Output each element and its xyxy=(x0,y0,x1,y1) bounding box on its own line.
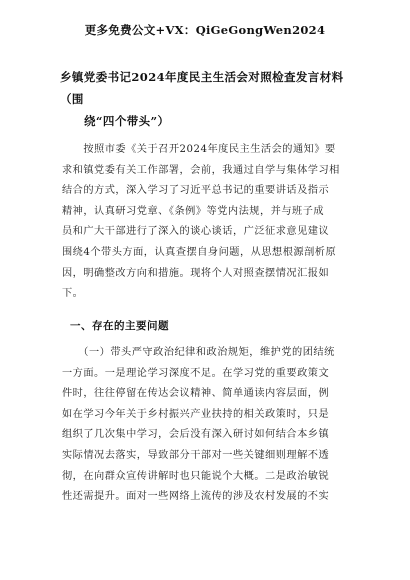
paragraph-line: 按照市委《关于召开2024年度民主生活会的通知》要 xyxy=(62,144,336,155)
paragraph-line: 下。 xyxy=(62,288,84,300)
section-heading: 一、存在的主要问题 xyxy=(70,320,169,332)
paragraph-line: 结合的方式，深入学习了习近平总书记的重要讲话及指示 xyxy=(62,185,330,197)
paragraph-line: 精神，认真研习党章、《条例》等党内法规，并与班子成 xyxy=(62,205,325,217)
document-title-line-1: 乡镇党委书记2024年度民主生活会对照检查发言材料（围 xyxy=(60,70,344,106)
paragraph-line: 件时，往往停留在传达会议精神、简单通读内容层面，例 xyxy=(62,388,330,400)
paragraph-line: 一方面。一是理论学习深度不足。在学习党的重要政策文 xyxy=(62,367,330,379)
document-title xyxy=(60,66,360,132)
paragraph-line: 围绕4个带头方面，认真查摆自身问题，从思想根源剖析原 xyxy=(62,246,337,258)
promo-header: 更多免费公文+VX：QiGeGongWen2024 xyxy=(84,23,326,37)
paragraph-line: （一）带头严守政治纪律和政治规矩，维护党的团结统 xyxy=(62,347,335,358)
paragraph-line: 性还需提升。面对一些网络上流传的涉及农村发展的不实 xyxy=(62,491,330,503)
document-title-line-2: 绕“四个带头”） xyxy=(84,114,170,128)
paragraph-line: 如在学习今年关于乡村振兴产业扶持的相关政策时，只是 xyxy=(62,408,330,420)
paragraph-line: 组织了几次集中学习，会后没有深入研讨如何结合本乡镇 xyxy=(62,429,330,441)
paragraph-line: 实际情况去落实，导致部分干部对一些关键细则理解不透 xyxy=(62,449,330,461)
paragraph-line: 因，明确整改方向和措施。现将个人对照查摆情况汇报如 xyxy=(62,267,330,279)
paragraph-line: 员和广大干部进行了深入的谈心谈话，广泛征求意见建议 xyxy=(62,226,330,238)
intro-paragraph xyxy=(62,140,358,305)
section-paragraph xyxy=(62,343,358,508)
paragraph-line: 求和镇党委有关工作部署，会前，我通过自学与集体学习相 xyxy=(62,164,340,176)
paragraph-line: 彻，在向群众宣传讲解时也只能说个大概。二是政治敏锐 xyxy=(62,470,330,482)
